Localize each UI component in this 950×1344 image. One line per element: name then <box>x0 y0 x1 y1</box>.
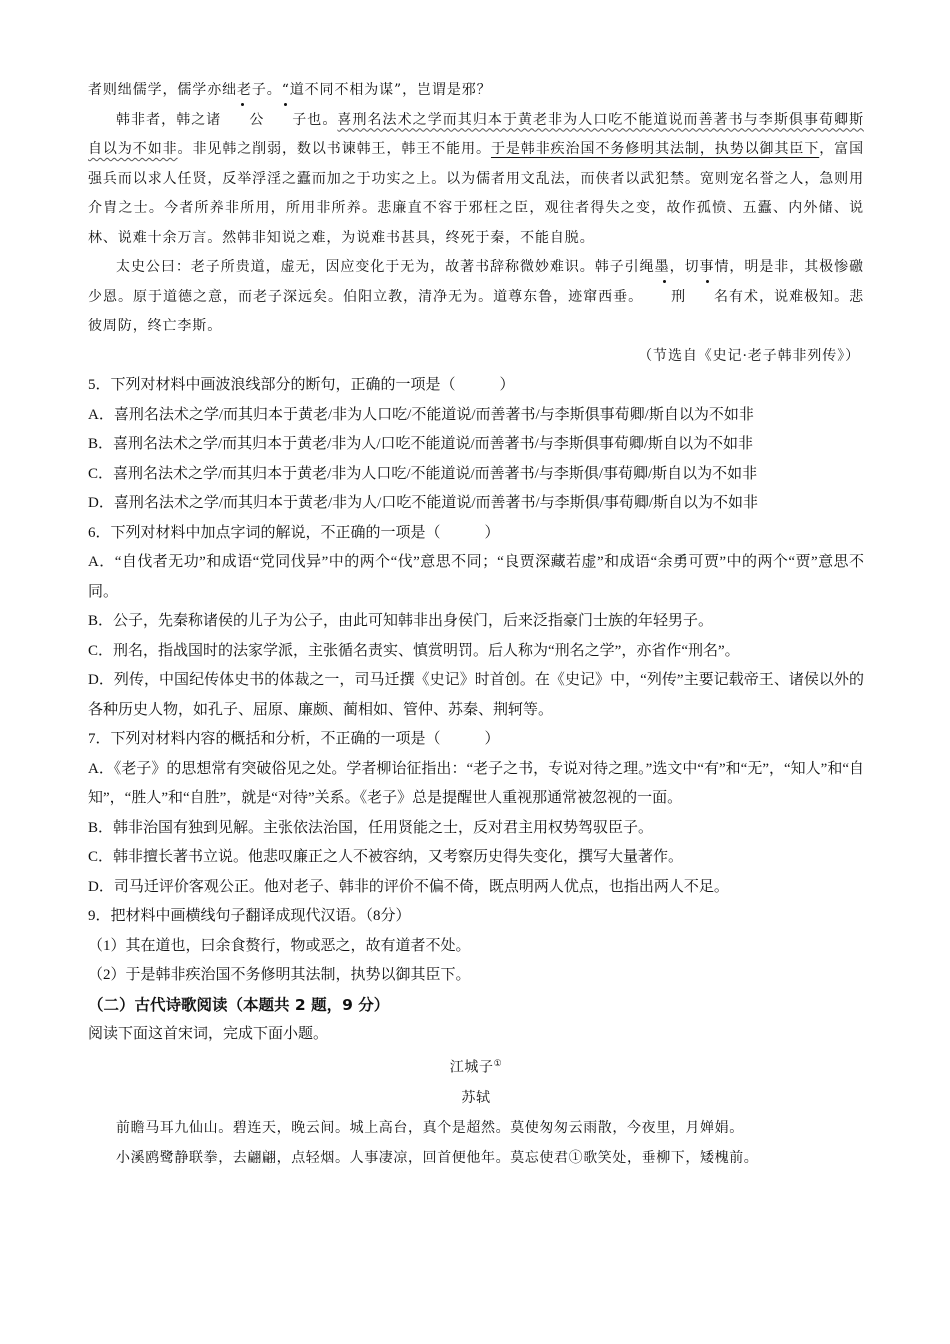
p1-text-c: 。非见韩之削弱，数以书谏韩王，韩王不能用。 <box>177 141 491 157</box>
question-7-option-d: D．司马迁评价客观公正。他对老子、韩非的评价不偏不倚，既点明两人优点，也指出两人不足。 <box>88 878 729 895</box>
question-7-option-b: B．韩非治国有独到见解。主张依法治国，任用贤能之士，反对君主用权势驾驭臣子。 <box>88 819 654 836</box>
wavy-underlined-sentence: 喜刑名法术之学而其归本于黄老非为人口吃不能道说而善著书与李斯俱事荀卿斯自以为不如非 <box>88 111 864 157</box>
question-7-option-c: C．韩非擅长著书立说。他悲叹廉正之人不被容纳，又考察历史得失变化，撰写大量著作。 <box>88 849 684 865</box>
section-intro: 阅读下面这首宋词，完成下面小题。 <box>88 1025 329 1042</box>
question-9-stem: 9．把材料中画横线句子翻译成现代汉语。（8分） <box>88 908 411 924</box>
footnote-marker: ① <box>493 1059 503 1069</box>
p1-text-a: 韩非者，韩之诸 <box>116 111 222 128</box>
question-6-option-d: D．列传，中国纪传体史书的体裁之一，司马迁撰《史记》时首创。在《史记》中，“列传”主要记载帝王、诸侯以外的各种历史人物，如孔子、屈原、廉颇、蔺相如、管仲、苏秦、荆轲等。 <box>88 672 864 718</box>
question-7-option-a: A．《老子》的思想常有突破俗见之处。学者柳诒征指出：“老子之书，专说对待之理。”选文中“有”和“无”，“知人”和“自知”，“胜人”和“自胜”，就是“对待”关系。《老子》总是提醒世人重视那通常被忽视的一面。 <box>88 760 864 806</box>
question-5-option-a: A．喜刑名法术之学/而其归本于黄老/非为人口吃/不能道说/而善著书/与李斯俱事荀卿/斯自以为不如非 <box>88 406 754 423</box>
p2-text-b: 有术，说难极知。悲彼周防，终亡李斯。 <box>88 288 864 334</box>
question-6-option-c: C．刑名，指战国时的法家学派，主张循名责实、慎赏明罚。后人称为“刑名之学”，亦省作“刑名”。 <box>88 642 740 659</box>
p2-text-a: 太史公曰：老子所贵道，虚无，因应变化于无为，故著书辞称微妙难识。韩子引绳墨，切事情，明是非，其极惨礉少恩。原于道德之意，而老子深远矣。伯阳立教，清净无为。道尊东鲁，迹窜西垂。 <box>88 259 864 305</box>
poem-author: 苏轼 <box>461 1089 491 1106</box>
passage <box>88 76 864 371</box>
passage-line-0: 者则绌儒学，儒学亦绌老子。“道不同不相为谋”，岂谓是邪？ <box>88 82 492 98</box>
poem <box>88 1049 864 1173</box>
question-5-option-b: B．喜刑名法术之学/而其归本于黄老/非为人/口吃不能道说/而善著书/与李斯俱事荀卿/斯自以为不如非 <box>88 436 754 452</box>
underlined-sentence: 于是韩非疾治国不务修明其法制，执势以御其臣下 <box>490 141 820 157</box>
p1-text-b: 也。 <box>307 111 338 128</box>
question-6-option-a: A．“自伐者无功”和成语“党同伐异”中的两个“伐”意思不同；“良贾深藏若虚”和成语“余勇可贾”中的两个“贾”意思不同。 <box>88 554 864 600</box>
poem-line-1: 前瞻马耳九仙山。碧连天，晚云间。城上高台，真个是超然。莫使匆匆云雨散，今夜里，月婵娟。 <box>116 1119 744 1136</box>
dotted-char: 子 <box>264 106 307 136</box>
question-5-option-c: C．喜刑名法术之学/而其归本于黄老/非为人口吃/不能道说/而善著书/与李斯俱/事荀卿/斯自以为不如非 <box>88 465 758 482</box>
passage-source: （节选自《史记·老子韩非列传》） <box>638 347 860 364</box>
question-6-option-b: B．公子，先秦称诸侯的儿子为公子，由此可知韩非出身侯门，后来泛指豪门士族的年轻男子。 <box>88 613 714 629</box>
poem-line-2: 小溪鸥鹭静联拳，去翩翩，点轻烟。人事凄凉，回首便他年。莫忘使君①歌笑处，垂柳下，矮槐前。 <box>116 1149 759 1166</box>
passage-paragraph-1 <box>88 106 864 254</box>
poem-title: 江城子① <box>449 1059 503 1076</box>
dotted-char: 刑 <box>643 283 686 313</box>
passage-paragraph-2 <box>88 253 864 342</box>
question-5-option-d: D．喜刑名法术之学/而其归本于黄老/非为人/口吃不能道说/而善著书/与李斯俱/事荀卿/斯自以为不如非 <box>88 495 759 511</box>
dotted-char: 名 <box>686 283 729 313</box>
questions <box>88 371 864 991</box>
question-5-stem: 5．下列对材料中画波浪线部分的断句，正确的一项是（ ） <box>88 377 515 393</box>
question-6-stem: 6．下列对材料中加点字词的解说，不正确的一项是（ ） <box>88 524 500 541</box>
section-heading: （二）古代诗歌阅读（本题共 2 题，9 分） <box>88 995 390 1014</box>
dotted-char: 公 <box>221 106 264 136</box>
question-9-item-2: （2）于是韩非疾治国不务修明其法制，执势以御其臣下。 <box>88 967 471 983</box>
question-7-stem: 7．下列对材料内容的概括和分析，不正确的一项是（ ） <box>88 731 500 747</box>
p1-text-d: ，富国强兵而以求人任贤，反举浮淫之蠹而加之于功实之上。以为儒者用文乱法，而侠者以武犯禁。宽则宠名誉之人，急则用介胄之士。今者所养非所用，所用非所养。悲廉直不容于邪枉之臣，观往者得失之变，故作孤愤、五蠹、内外储、说林、说难十余万言。然韩非知说之难，为说难书甚具，终死于秦，不能自脱。 <box>88 141 864 246</box>
question-9-item-1: （1）其在道也，曰余食赘行，物或恶之，故有道者不处。 <box>88 937 471 954</box>
